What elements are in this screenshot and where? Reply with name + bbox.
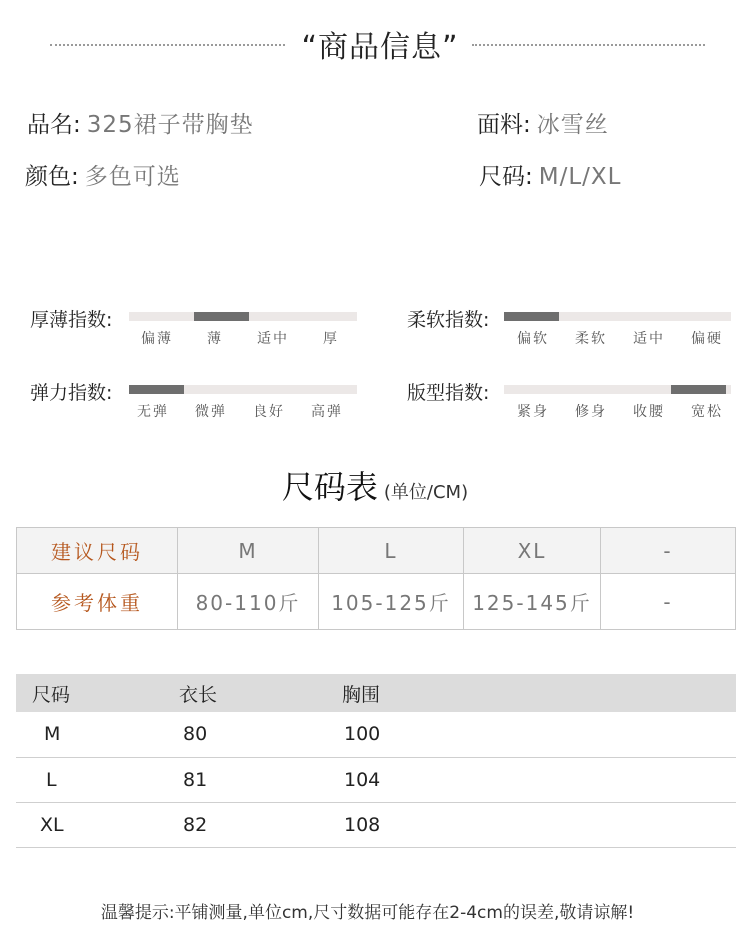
softness-index-ticks [504,328,736,348]
table-cell: 104 [324,757,736,802]
table-cell: 100 [324,712,736,757]
table-cell: M [16,712,161,757]
fabric-label: 面料: [477,112,531,138]
table-row [16,757,736,802]
elasticity-index-bar [129,385,357,394]
tick-label: 收腰 [633,404,665,420]
tick-label: 偏薄 [141,331,173,347]
dotted-divider-left [50,44,285,46]
size-recommendation-table [16,527,736,630]
size-label: 尺码: [479,164,533,190]
size-chart-title [0,462,750,508]
section-title: “商品信息” [301,30,459,65]
tick-label: 偏硬 [691,331,723,347]
fit-index-ticks [504,401,736,421]
product-name [27,106,254,139]
table-cell: L [16,757,161,802]
tick-label: 宽松 [691,404,723,420]
softness-index-bar [504,312,731,321]
table-row [17,574,736,630]
table-header-row [16,674,736,712]
recommended-size-header: 建议尺码 [17,528,178,574]
elasticity-index-ticks [124,401,356,421]
softness-index-marker [504,312,559,321]
size-chart-unit: (单位/CM) [383,482,469,503]
dotted-divider-right [472,44,705,46]
tick-label: 薄 [207,331,223,347]
column-header: 尺码 [16,674,161,712]
table-cell: 105-125斤 [319,574,464,630]
product-color [25,158,181,191]
column-header: 胸围 [324,674,736,712]
table-row [16,712,736,757]
table-cell: 82 [161,802,324,847]
table-cell: 80-110斤 [178,574,319,630]
table-cell: 81 [161,757,324,802]
table-cell: 108 [324,802,736,847]
column-header: 衣长 [161,674,324,712]
product-name-value: 325裙子带胸垫 [86,112,254,138]
softness-index-label: 柔软指数: [407,309,490,331]
size-chart-heading: 尺码表 [281,468,378,506]
tick-label: 柔软 [575,331,607,347]
table-cell: 125-145斤 [464,574,601,630]
tick-label: 适中 [257,331,289,347]
product-size [479,158,621,191]
section-header [0,22,750,72]
measurement-table [16,674,736,848]
tick-label: 厚 [323,331,339,347]
reference-weight-header: 参考体重 [17,574,178,630]
product-name-label: 品名: [27,112,81,138]
table-row [16,802,736,847]
tick-label: 紧身 [517,404,549,420]
thickness-index-bar [129,312,357,321]
thickness-index-marker [194,312,249,321]
table-cell: - [601,528,736,574]
tick-label: 偏软 [517,331,549,347]
tick-label: 修身 [575,404,607,420]
tick-label: 良好 [253,404,285,420]
tick-label: 高弹 [311,404,343,420]
fit-index-label: 版型指数: [407,382,490,404]
elasticity-index-marker [129,385,184,394]
fit-index-marker [671,385,726,394]
table-cell: XL [16,802,161,847]
product-fabric [477,106,609,139]
size-value: M/L/XL [538,164,622,190]
table-cell: - [601,574,736,630]
tick-label: 无弹 [137,404,169,420]
thickness-index-label: 厚薄指数: [30,309,113,331]
color-label: 颜色: [25,164,79,190]
color-value: 多色可选 [84,164,181,190]
fabric-value: 冰雪丝 [536,112,609,138]
tick-label: 微弹 [195,404,227,420]
measurement-tip: 温馨提示:平铺测量,单位cm,尺寸数据可能存在2-4cm的误差,敬请谅解! [100,903,635,923]
fit-index-bar [504,385,731,394]
thickness-index-ticks [128,328,360,348]
table-row [17,528,736,574]
table-cell: L [319,528,464,574]
elasticity-index-label: 弹力指数: [30,382,113,404]
table-cell: XL [464,528,601,574]
tick-label: 适中 [633,331,665,347]
table-cell: 80 [161,712,324,757]
table-cell: M [178,528,319,574]
